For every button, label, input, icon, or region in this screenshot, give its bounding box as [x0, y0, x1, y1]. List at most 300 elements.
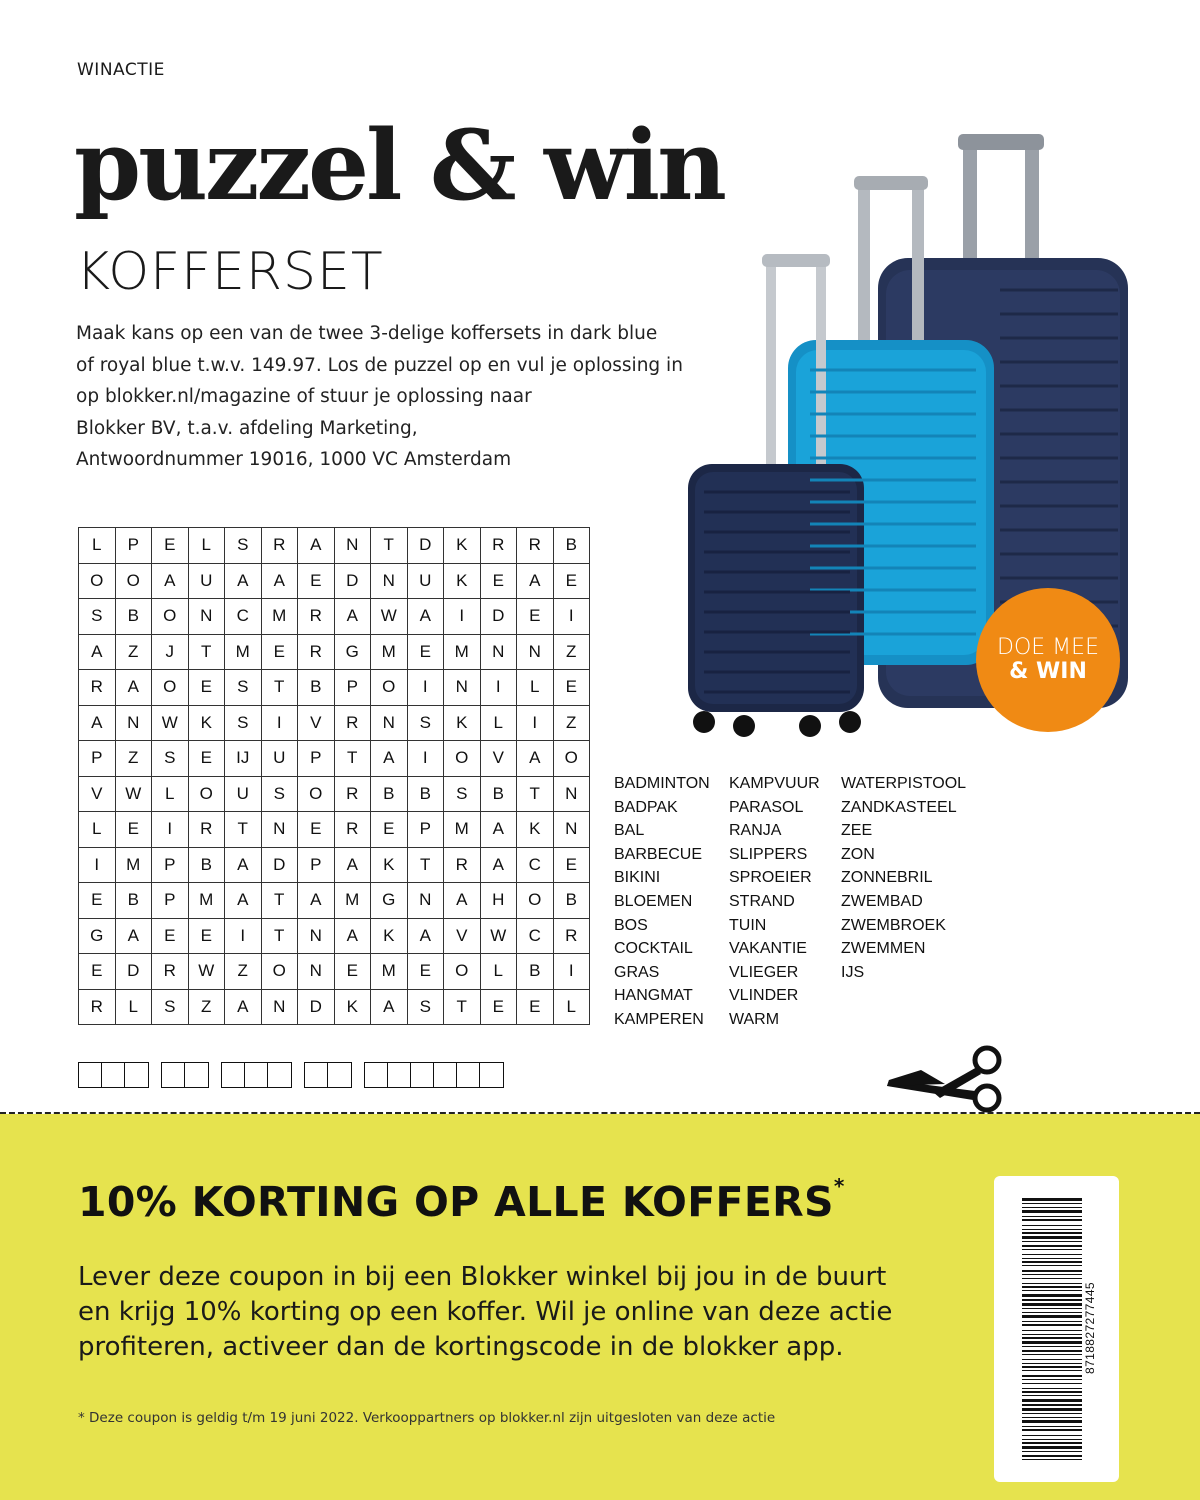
barcode-bar [1022, 1261, 1082, 1263]
grid-cell[interactable]: E [79, 883, 116, 919]
grid-cell[interactable]: I [261, 705, 298, 741]
grid-cell[interactable]: E [517, 599, 554, 635]
grid-cell[interactable]: O [188, 776, 225, 812]
grid-cell[interactable]: T [371, 528, 408, 564]
grid-cell[interactable]: A [407, 918, 444, 954]
grid-row [79, 528, 590, 564]
grid-cell[interactable]: A [371, 741, 408, 777]
grid-cell[interactable]: L [480, 705, 517, 741]
grid-cell[interactable]: O [261, 954, 298, 990]
grid-cell[interactable]: E [407, 634, 444, 670]
grid-cell[interactable]: S [407, 989, 444, 1025]
word-list-item: ZWEMBAD [841, 892, 923, 910]
grid-cell[interactable]: S [444, 776, 481, 812]
word-list-item: VAKANTIE [729, 940, 807, 958]
grid-cell[interactable]: E [115, 812, 152, 848]
grid-cell[interactable]: T [334, 741, 371, 777]
grid-cell[interactable]: N [115, 705, 152, 741]
barcode-bar [1022, 1366, 1082, 1368]
solution-letter-box[interactable] [411, 1063, 434, 1087]
grid-cell[interactable]: A [261, 563, 298, 599]
grid-cell[interactable]: V [79, 776, 116, 812]
barcode-bar [1022, 1270, 1082, 1272]
barcode-bar [1022, 1341, 1082, 1344]
solution-letter-box[interactable] [480, 1063, 503, 1087]
grid-cell[interactable]: T [517, 776, 554, 812]
grid-cell[interactable]: N [298, 954, 335, 990]
grid-cell[interactable]: O [152, 670, 189, 706]
grid-cell[interactable]: E [261, 634, 298, 670]
coupon-footnote: * Deze coupon is geldig t/m 19 juni 2022. Verkooppartners op blokker.nl zijn uitgesloten van deze actie [78, 1410, 776, 1426]
barcode-bar [1022, 1229, 1082, 1230]
solution-letter-box[interactable] [185, 1063, 208, 1087]
barcode-bar [1022, 1216, 1082, 1217]
grid-cell[interactable]: D [115, 954, 152, 990]
grid-cell[interactable]: R [334, 705, 371, 741]
grid-cell[interactable]: R [188, 812, 225, 848]
barcode-bar [1022, 1359, 1082, 1360]
grid-cell[interactable]: E [517, 989, 554, 1025]
grid-cell[interactable]: Z [225, 954, 262, 990]
word-search-grid[interactable] [78, 527, 590, 1025]
solution-letter-box[interactable] [222, 1063, 245, 1087]
grid-cell[interactable]: T [261, 918, 298, 954]
barcode-bar [1022, 1254, 1082, 1255]
word-list-item: GRAS [614, 963, 660, 981]
solution-letter-box[interactable] [102, 1063, 125, 1087]
word-list-item: BIKINI [614, 869, 661, 887]
solution-letter-box[interactable] [162, 1063, 185, 1087]
barcode-bar [1022, 1265, 1082, 1266]
grid-cell[interactable]: R [334, 812, 371, 848]
grid-cell[interactable]: T [444, 989, 481, 1025]
word-list [614, 772, 1001, 1032]
grid-cell[interactable]: A [480, 847, 517, 883]
grid-cell[interactable]: M [115, 847, 152, 883]
grid-cell[interactable]: P [334, 670, 371, 706]
grid-cell[interactable]: L [188, 528, 225, 564]
page-title: puzzel & win [74, 109, 724, 222]
barcode-icon [994, 1176, 1119, 1482]
grid-cell[interactable]: I [225, 918, 262, 954]
grid-cell[interactable]: N [553, 812, 590, 848]
grid-cell[interactable]: I [553, 599, 590, 635]
grid-cell[interactable]: O [517, 883, 554, 919]
grid-cell[interactable]: B [480, 776, 517, 812]
grid-cell[interactable]: P [298, 847, 335, 883]
grid-cell[interactable]: A [79, 634, 116, 670]
grid-cell[interactable]: R [261, 528, 298, 564]
grid-cell[interactable]: O [79, 563, 116, 599]
solution-letter-box[interactable] [125, 1063, 148, 1087]
grid-cell[interactable]: N [480, 634, 517, 670]
grid-cell[interactable]: L [480, 954, 517, 990]
word-list-item: BADPAK [614, 798, 678, 816]
grid-cell[interactable]: B [298, 670, 335, 706]
grid-cell[interactable]: M [225, 634, 262, 670]
intro-line: Maak kans op een van de twee 3-delige koffersets in dark blue [76, 323, 658, 344]
scissors-icon [885, 1040, 1010, 1115]
solution-letter-box[interactable] [388, 1063, 411, 1087]
grid-cell[interactable]: W [188, 954, 225, 990]
grid-cell[interactable]: O [371, 670, 408, 706]
grid-cell[interactable]: O [444, 954, 481, 990]
coupon-body [78, 1260, 978, 1365]
grid-cell[interactable]: N [298, 918, 335, 954]
grid-row [79, 954, 590, 990]
coupon-title-mark: * [833, 1174, 845, 1198]
word-list-item: ZEE [841, 822, 873, 840]
intro-text [76, 318, 716, 476]
barcode-bar [1022, 1439, 1082, 1440]
grid-cell[interactable]: A [115, 918, 152, 954]
grid-cell[interactable]: E [334, 954, 371, 990]
grid-cell[interactable]: U [188, 563, 225, 599]
grid-cell[interactable]: A [298, 883, 335, 919]
grid-cell[interactable]: T [188, 634, 225, 670]
word-list-item: KAMPVUUR [729, 775, 820, 792]
grid-cell[interactable]: N [334, 528, 371, 564]
grid-cell[interactable]: D [407, 528, 444, 564]
grid-cell[interactable]: R [298, 634, 335, 670]
grid-cell[interactable]: A [480, 812, 517, 848]
grid-cell[interactable]: I [407, 741, 444, 777]
solution-letter-box[interactable] [328, 1063, 351, 1087]
grid-cell[interactable]: B [553, 528, 590, 564]
grid-cell[interactable]: G [334, 634, 371, 670]
grid-cell[interactable]: E [152, 528, 189, 564]
grid-cell[interactable]: N [261, 989, 298, 1025]
word-list-item: WATERPISTOOL [841, 775, 967, 792]
grid-cell[interactable]: G [79, 918, 116, 954]
grid-cell[interactable]: V [480, 741, 517, 777]
grid-cell[interactable]: O [152, 599, 189, 635]
grid-cell[interactable]: I [480, 670, 517, 706]
barcode-bar [1022, 1370, 1082, 1371]
barcode-bar [1022, 1315, 1082, 1318]
grid-cell[interactable]: S [407, 705, 444, 741]
grid-cell[interactable]: T [261, 883, 298, 919]
grid-cell[interactable]: W [480, 918, 517, 954]
grid-cell[interactable]: J [152, 634, 189, 670]
solution-letter-box[interactable] [457, 1063, 480, 1087]
grid-cell[interactable]: A [517, 563, 554, 599]
grid-cell[interactable]: R [334, 776, 371, 812]
grid-cell[interactable]: D [298, 989, 335, 1025]
solution-letter-box[interactable] [79, 1063, 102, 1087]
barcode-bar [1022, 1375, 1082, 1377]
grid-cell[interactable]: K [371, 918, 408, 954]
grid-cell[interactable]: A [334, 918, 371, 954]
grid-cell[interactable]: E [298, 812, 335, 848]
grid-cell[interactable]: I [79, 847, 116, 883]
barcode-bar [1022, 1198, 1082, 1201]
grid-cell[interactable]: I [517, 705, 554, 741]
grid-cell[interactable]: B [517, 954, 554, 990]
solution-letter-box[interactable] [245, 1063, 268, 1087]
grid-row [79, 812, 590, 848]
grid-cell[interactable]: A [225, 989, 262, 1025]
grid-cell[interactable]: U [261, 741, 298, 777]
grid-cell[interactable]: E [407, 954, 444, 990]
grid-cell[interactable]: C [517, 847, 554, 883]
grid-cell[interactable]: S [152, 741, 189, 777]
grid-cell[interactable]: A [517, 741, 554, 777]
grid-cell[interactable]: E [553, 847, 590, 883]
grid-cell[interactable]: T [407, 847, 444, 883]
grid-cell[interactable]: K [444, 528, 481, 564]
grid-cell[interactable]: M [261, 599, 298, 635]
grid-cell[interactable]: S [225, 670, 262, 706]
grid-cell[interactable]: E [480, 989, 517, 1025]
grid-cell[interactable]: H [480, 883, 517, 919]
grid-cell[interactable]: A [152, 563, 189, 599]
barcode-bar [1022, 1426, 1082, 1427]
grid-cell[interactable]: L [517, 670, 554, 706]
barcode-bar [1022, 1324, 1082, 1326]
grid-cell[interactable]: E [152, 918, 189, 954]
grid-cell[interactable]: W [152, 705, 189, 741]
grid-cell[interactable]: M [371, 634, 408, 670]
barcode-bar [1022, 1337, 1082, 1339]
solution-letter-box[interactable] [305, 1063, 328, 1087]
grid-cell[interactable]: V [298, 705, 335, 741]
grid-row [79, 883, 590, 919]
grid-cell[interactable]: M [371, 954, 408, 990]
grid-cell[interactable]: E [553, 563, 590, 599]
grid-cell[interactable]: A [225, 883, 262, 919]
barcode-bar [1022, 1312, 1082, 1313]
grid-cell[interactable]: E [188, 741, 225, 777]
word-list-item: VLIEGER [729, 963, 799, 981]
grid-cell[interactable]: R [298, 599, 335, 635]
grid-cell[interactable]: K [371, 847, 408, 883]
barcode-bar [1022, 1346, 1082, 1347]
solution-letter-box[interactable] [365, 1063, 388, 1087]
grid-cell[interactable]: V [444, 918, 481, 954]
grid-cell[interactable]: M [188, 883, 225, 919]
barcode-bar [1022, 1350, 1082, 1352]
barcode-bar [1022, 1232, 1082, 1234]
grid-cell[interactable]: G [371, 883, 408, 919]
word-list-item: BLOEMEN [614, 892, 693, 910]
grid-cell[interactable]: I [444, 599, 481, 635]
grid-cell[interactable]: A [444, 883, 481, 919]
grid-cell[interactable]: N [517, 634, 554, 670]
barcode-bar [1022, 1363, 1082, 1364]
grid-cell[interactable]: N [371, 705, 408, 741]
word-list-item: HANGMAT [614, 987, 693, 1005]
grid-cell[interactable]: L [79, 528, 116, 564]
word-list-item: ZWEMMEN [841, 940, 926, 958]
grid-cell[interactable]: R [553, 918, 590, 954]
grid-cell[interactable]: M [444, 634, 481, 670]
barcode-bar [1022, 1408, 1082, 1411]
grid-cell[interactable]: L [553, 989, 590, 1025]
grid-cell[interactable]: U [225, 776, 262, 812]
solution-letter-box[interactable] [268, 1063, 291, 1087]
grid-cell[interactable]: W [371, 599, 408, 635]
grid-cell[interactable]: P [152, 847, 189, 883]
word-list-item: WARM [729, 1010, 780, 1028]
small-suitcase [688, 254, 864, 737]
grid-cell[interactable]: S [261, 776, 298, 812]
barcode-bar [1022, 1420, 1082, 1423]
intro-line: Blokker BV, t.a.v. afdeling Marketing, [76, 417, 418, 439]
grid-cell[interactable]: A [79, 705, 116, 741]
grid-cell[interactable]: S [79, 599, 116, 635]
barcode-bar [1022, 1330, 1082, 1331]
grid-cell[interactable]: N [188, 599, 225, 635]
grid-cell[interactable]: P [407, 812, 444, 848]
grid-cell[interactable]: E [298, 563, 335, 599]
barcode-bar [1022, 1395, 1082, 1396]
grid-cell[interactable]: I [553, 954, 590, 990]
barcode-bar [1022, 1435, 1082, 1436]
word-list-item: ZANDKASTEEL [841, 798, 957, 816]
word-list-item: SPROEIER [729, 869, 812, 887]
grid-cell[interactable]: T [225, 812, 262, 848]
grid-cell[interactable]: E [188, 918, 225, 954]
intro-line: Antwoordnummer 19016, 1000 VC Amsterdam [76, 449, 512, 470]
word-list-item: TUIN [729, 916, 767, 934]
barcode-bar [1022, 1241, 1082, 1242]
grid-cell[interactable]: B [115, 599, 152, 635]
barcode-bar [1022, 1446, 1082, 1449]
grid-cell[interactable]: K [517, 812, 554, 848]
grid-cell[interactable]: R [79, 989, 116, 1025]
grid-cell[interactable]: L [152, 776, 189, 812]
grid-cell[interactable]: A [298, 528, 335, 564]
grid-cell[interactable]: P [115, 528, 152, 564]
grid-cell[interactable]: O [115, 563, 152, 599]
grid-cell[interactable]: E [188, 670, 225, 706]
grid-cell[interactable]: B [371, 776, 408, 812]
grid-cell[interactable]: L [115, 989, 152, 1025]
grid-cell[interactable]: N [261, 812, 298, 848]
solution-letter-box[interactable] [434, 1063, 457, 1087]
grid-cell[interactable]: K [188, 705, 225, 741]
grid-row [79, 776, 590, 812]
grid-cell[interactable]: A [334, 847, 371, 883]
grid-cell[interactable]: O [553, 741, 590, 777]
grid-cell[interactable]: B [115, 883, 152, 919]
grid-cell[interactable]: O [298, 776, 335, 812]
barcode-bar [1022, 1219, 1082, 1221]
barcode-bar [1022, 1274, 1082, 1275]
grid-cell[interactable]: E [371, 812, 408, 848]
grid-cell[interactable]: S [225, 528, 262, 564]
grid-cell[interactable]: N [444, 670, 481, 706]
grid-cell[interactable]: A [115, 670, 152, 706]
grid-cell[interactable]: Z [115, 741, 152, 777]
grid-cell[interactable]: K [334, 989, 371, 1025]
barcode-bar [1022, 1321, 1082, 1322]
solution-word-group [78, 1062, 149, 1088]
word-list-item: ZONNEBRIL [841, 869, 933, 887]
grid-cell[interactable]: D [480, 599, 517, 635]
grid-cell[interactable]: E [79, 954, 116, 990]
grid-cell[interactable]: A [225, 563, 262, 599]
grid-cell[interactable]: E [553, 670, 590, 706]
grid-cell[interactable]: O [444, 741, 481, 777]
grid-cell[interactable]: I [152, 812, 189, 848]
badge-line-1: DOE MEE [997, 634, 1099, 660]
word-list-item: ZON [841, 845, 875, 863]
coupon [0, 1114, 1200, 1500]
barcode-bar [1022, 1299, 1082, 1301]
barcode-bar [1022, 1249, 1082, 1250]
grid-cell[interactable]: P [298, 741, 335, 777]
grid-cell[interactable]: P [152, 883, 189, 919]
word-column [841, 772, 1001, 1032]
grid-cell[interactable]: L [79, 812, 116, 848]
grid-cell[interactable]: S [225, 705, 262, 741]
grid-cell[interactable]: E [480, 563, 517, 599]
grid-cell[interactable]: Z [553, 705, 590, 741]
grid-cell[interactable]: R [517, 528, 554, 564]
grid-cell[interactable]: M [444, 812, 481, 848]
coupon-body-line: Lever deze coupon in bij een Blokker winkel bij jou in de buurt [78, 1262, 887, 1292]
grid-cell[interactable]: K [444, 705, 481, 741]
grid-cell[interactable]: N [371, 563, 408, 599]
grid-cell[interactable]: A [334, 599, 371, 635]
grid-cell[interactable]: M [334, 883, 371, 919]
barcode-bar [1022, 1391, 1082, 1393]
word-list-item: BARBECUE [614, 845, 703, 863]
solution-boxes[interactable] [78, 1062, 504, 1088]
barcode-bar [1022, 1283, 1082, 1284]
grid-cell[interactable]: N [407, 883, 444, 919]
barcode-bar [1022, 1278, 1082, 1279]
grid-cell[interactable]: C [517, 918, 554, 954]
grid-cell[interactable]: Z [553, 634, 590, 670]
grid-cell[interactable]: D [261, 847, 298, 883]
grid-cell[interactable]: T [261, 670, 298, 706]
grid-cell[interactable]: N [553, 776, 590, 812]
grid-cell[interactable]: K [444, 563, 481, 599]
barcode-bar [1022, 1413, 1082, 1414]
grid-cell[interactable]: C [225, 599, 262, 635]
intro-line: op blokker.nl/magazine of stuur je oplossing naar [76, 386, 532, 407]
grid-cell[interactable]: B [407, 776, 444, 812]
grid-cell[interactable]: B [553, 883, 590, 919]
word-list-item: VLINDER [729, 987, 799, 1005]
grid-cell[interactable]: R [152, 954, 189, 990]
word-list-item: BOS [614, 916, 648, 934]
grid-cell[interactable]: B [188, 847, 225, 883]
barcode-bar [1022, 1334, 1082, 1335]
grid-cell[interactable]: IJ [225, 741, 262, 777]
barcode-bar [1022, 1388, 1082, 1389]
grid-cell[interactable]: R [444, 847, 481, 883]
grid-cell[interactable]: P [79, 741, 116, 777]
grid-cell[interactable]: Z [115, 634, 152, 670]
grid-cell[interactable]: S [152, 989, 189, 1025]
grid-cell[interactable]: Z [188, 989, 225, 1025]
grid-cell[interactable]: A [407, 599, 444, 635]
barcode-bar [1022, 1245, 1082, 1247]
grid-cell[interactable]: R [480, 528, 517, 564]
grid-cell[interactable]: I [407, 670, 444, 706]
grid-cell[interactable]: U [407, 563, 444, 599]
grid-cell[interactable]: A [371, 989, 408, 1025]
grid-cell[interactable]: D [334, 563, 371, 599]
grid-cell[interactable]: A [225, 847, 262, 883]
grid-cell[interactable]: R [79, 670, 116, 706]
grid-row [79, 670, 590, 706]
grid-cell[interactable]: W [115, 776, 152, 812]
